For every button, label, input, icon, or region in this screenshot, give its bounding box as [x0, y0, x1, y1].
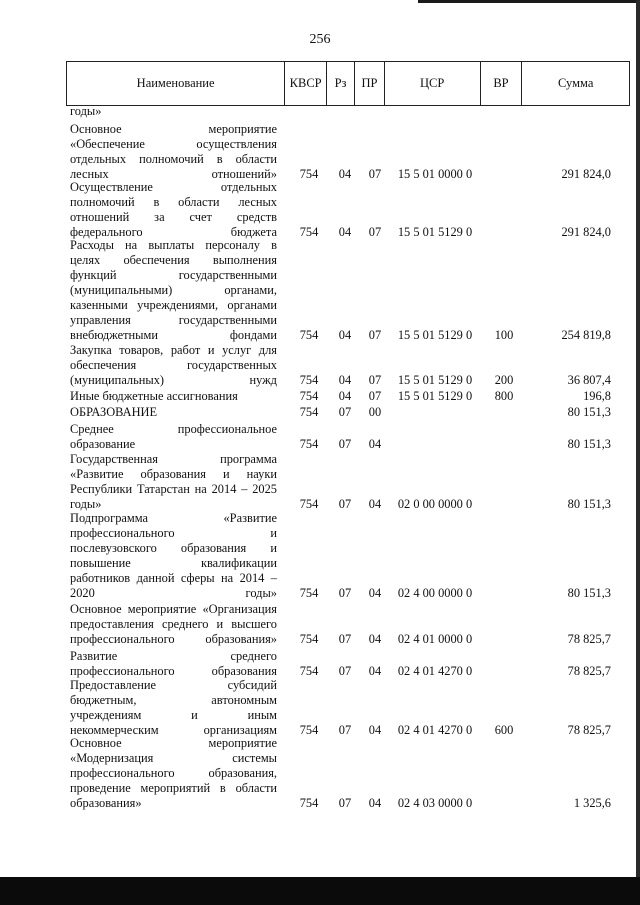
row-rz: 04: [338, 328, 352, 342]
table-row: [0, 736, 640, 811]
row-sum: 36 807,4: [567, 373, 611, 387]
row-name-line: образование: [70, 437, 136, 451]
row-name-line: профессионального образования: [70, 664, 277, 678]
row-name-line: предоставления среднего и высшего: [70, 617, 277, 631]
row-name: [70, 649, 277, 679]
row-sum: 80 151,3: [567, 405, 611, 419]
row-rz: 04: [338, 389, 352, 403]
row-sum: 254 819,8: [561, 328, 611, 342]
row-sum: 78 825,7: [567, 723, 611, 737]
row-pr: 04: [368, 796, 382, 810]
table-row: [0, 238, 640, 343]
row-sum: 1 325,6: [573, 796, 611, 810]
row-name-line: функций государственными: [70, 268, 277, 282]
header-kvsr: КВСР: [285, 62, 327, 105]
row-name-line: годы»: [70, 497, 102, 511]
row-name-line: «Обеспечение осуществления: [70, 137, 277, 151]
row-rz: 07: [338, 586, 352, 600]
row-name-line: лесных отношений»: [70, 167, 277, 181]
row-name-line: Республики Татарстан на 2014 – 2025: [70, 482, 277, 496]
row-kvsr: 754: [299, 632, 319, 646]
row-name: [70, 122, 277, 182]
row-name-line: профессионального и: [70, 526, 277, 540]
row-csr: 02 4 01 4270 0: [397, 664, 473, 678]
row-csr: 15 5 01 5129 0: [397, 389, 473, 403]
row-sum: 80 151,3: [567, 437, 611, 451]
row-name-line: целях обеспечения выполнения: [70, 253, 277, 267]
row-rz: 04: [338, 225, 352, 239]
header-pr: ПР: [355, 62, 385, 105]
row-vr: 200: [494, 373, 514, 387]
row-name-line: Осуществление отдельных: [70, 180, 277, 194]
row-pr: 04: [368, 586, 382, 600]
row-csr: 02 4 03 0000 0: [397, 796, 473, 810]
row-name: [70, 678, 277, 738]
row-pr: 07: [368, 373, 382, 387]
row-name-line: (муниципальных) нужд: [70, 373, 277, 387]
table-row: [0, 389, 640, 404]
row-pr: 07: [368, 167, 382, 181]
row-pr: 04: [368, 723, 382, 737]
row-kvsr: 754: [299, 389, 319, 403]
row-csr: 15 5 01 5129 0: [397, 225, 473, 239]
row-name: [70, 238, 277, 343]
row-sum: 291 824,0: [561, 167, 611, 181]
row-name-line: внебюджетными фондами: [70, 328, 277, 342]
row-rz: 07: [338, 796, 352, 810]
row-name-line: Развитие среднего: [70, 649, 277, 663]
row-rz: 07: [338, 723, 352, 737]
row-name-line: бюджетным, автономным: [70, 693, 277, 707]
row-name-line: образования»: [70, 796, 142, 810]
page-number: 256: [309, 32, 331, 47]
header-name: Наименование: [67, 62, 285, 105]
row-kvsr: 754: [299, 723, 319, 737]
table-row: [0, 343, 640, 388]
row-sum: 196,8: [583, 389, 611, 403]
row-name-line: «Модернизация системы: [70, 751, 277, 765]
row-vr: 100: [494, 328, 514, 342]
row-name-line: профессионального образования,: [70, 766, 277, 780]
row-csr: 02 4 00 0000 0: [397, 586, 473, 600]
row-sum: 80 151,3: [567, 586, 611, 600]
row-pr: 07: [368, 225, 382, 239]
row-name-line: Предоставление субсидий: [70, 678, 277, 692]
row-csr: 02 4 01 4270 0: [397, 723, 473, 737]
row-rz: 07: [338, 437, 352, 451]
row-name-line: Среднее профессиональное: [70, 422, 277, 436]
table-row: [0, 602, 640, 647]
row-name-line: работников данной сферы на 2014 –: [70, 571, 277, 585]
row-name: [70, 511, 277, 601]
row-name: [70, 104, 277, 119]
table-row: [0, 422, 640, 452]
row-name-line: отношений за счет средств: [70, 210, 277, 224]
row-name-line: отдельных полномочий в области: [70, 152, 277, 166]
row-kvsr: 754: [299, 167, 319, 181]
row-sum: 291 824,0: [561, 225, 611, 239]
row-pr: 04: [368, 664, 382, 678]
row-name-line: федерального бюджета: [70, 225, 277, 239]
row-rz: 04: [338, 373, 352, 387]
row-pr: 00: [368, 405, 382, 419]
row-csr: 15 5 01 5129 0: [397, 373, 473, 387]
row-kvsr: 754: [299, 405, 319, 419]
row-name: [70, 405, 277, 420]
row-kvsr: 754: [299, 328, 319, 342]
row-pr: 04: [368, 437, 382, 451]
row-kvsr: 754: [299, 437, 319, 451]
row-kvsr: 754: [299, 796, 319, 810]
row-name-line: управления государственными: [70, 313, 277, 327]
row-sum: 80 151,3: [567, 497, 611, 511]
row-name: [70, 602, 277, 647]
row-name: [70, 452, 277, 512]
row-csr: 15 5 01 0000 0: [397, 167, 473, 181]
row-pr: 04: [368, 497, 382, 511]
row-name: [70, 422, 277, 452]
row-kvsr: 754: [299, 586, 319, 600]
row-kvsr: 754: [299, 373, 319, 387]
row-name-line: проведение мероприятий в области: [70, 781, 277, 795]
row-rz: 07: [338, 664, 352, 678]
row-sum: 78 825,7: [567, 632, 611, 646]
row-rz: 04: [338, 167, 352, 181]
row-name-line: профессионального образования»: [70, 632, 277, 646]
row-csr: 02 0 00 0000 0: [397, 497, 473, 511]
row-name: [70, 736, 277, 811]
row-vr: 600: [494, 723, 514, 737]
scan-edge-bottom: [0, 877, 640, 905]
row-name-line: учреждениям и иным: [70, 708, 277, 722]
row-name-line: повышение квалификации: [70, 556, 277, 570]
row-name-line: некоммерческим организациям: [70, 723, 277, 737]
row-csr: 02 4 01 0000 0: [397, 632, 473, 646]
row-name-line: полномочий в области лесных: [70, 195, 277, 209]
row-kvsr: 754: [299, 497, 319, 511]
row-name-line: Основное мероприятие: [70, 736, 277, 750]
row-pr: 04: [368, 632, 382, 646]
row-pr: 07: [368, 328, 382, 342]
row-name-line: (муниципальными) органами,: [70, 283, 277, 297]
row-name-line: годы»: [70, 104, 102, 118]
row-name-line: Государственная программа: [70, 452, 277, 466]
row-name-line: Подпрограмма «Развитие: [70, 511, 277, 525]
row-pr: 07: [368, 389, 382, 403]
row-name: [70, 389, 277, 404]
row-name-line: Расходы на выплаты персоналу в: [70, 238, 277, 252]
row-name-line: Закупка товаров, работ и услуг для: [70, 343, 277, 357]
row-csr: 15 5 01 5129 0: [397, 328, 473, 342]
row-name-line: казенными учреждениями, органами: [70, 298, 277, 312]
table-row: [0, 104, 640, 119]
row-name: [70, 343, 277, 388]
row-kvsr: 754: [299, 664, 319, 678]
row-name-line: «Развитие образования и науки: [70, 467, 277, 481]
row-name-line: Иные бюджетные ассигнования: [70, 389, 238, 403]
row-rz: 07: [338, 497, 352, 511]
row-kvsr: 754: [299, 225, 319, 239]
row-name-line: послевузовского образования и: [70, 541, 277, 555]
table-row: [0, 405, 640, 420]
row-vr: 800: [494, 389, 514, 403]
header-vr: ВР: [481, 62, 523, 105]
header-sum: Сумма: [557, 76, 594, 90]
row-sum: 78 825,7: [567, 664, 611, 678]
row-rz: 07: [338, 632, 352, 646]
header-rz: Рз: [327, 62, 355, 105]
row-name-line: ОБРАЗОВАНИЕ: [70, 405, 158, 419]
table-row: [0, 511, 640, 601]
row-name-line: обеспечения государственных: [70, 358, 277, 372]
row-name-line: 2020 годы»: [70, 586, 277, 600]
header-csr: ЦСР: [385, 62, 481, 105]
row-rz: 07: [338, 405, 352, 419]
row-name-line: Основное мероприятие «Организация: [70, 602, 277, 616]
row-name-line: Основное мероприятие: [70, 122, 277, 136]
row-name: [70, 180, 277, 240]
